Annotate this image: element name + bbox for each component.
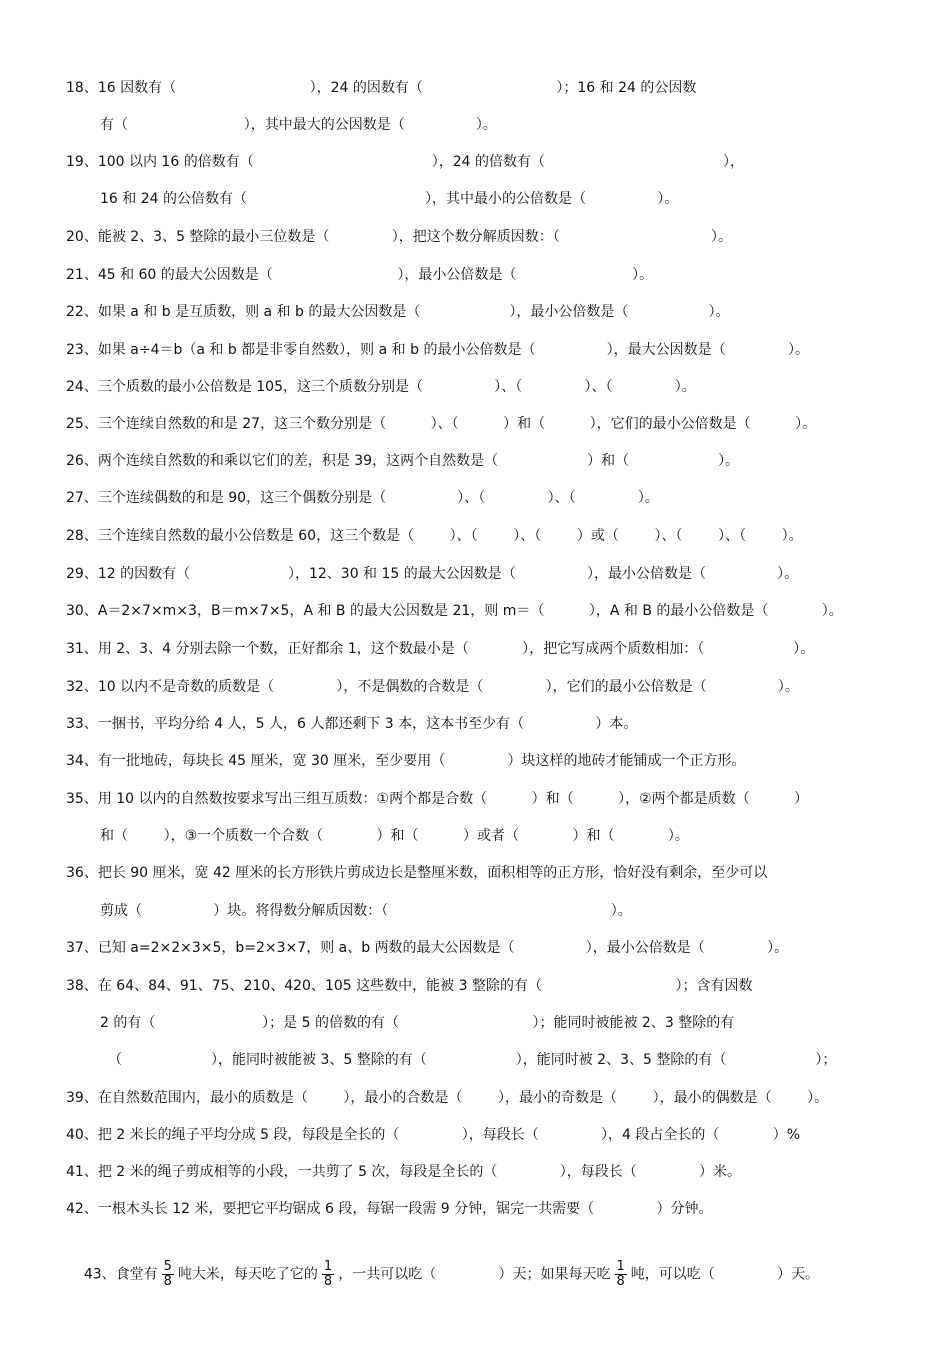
question-40: 40、把 2 米长的绳子平均分成 5 段，每段是全长的（ ），每段长（ ），4 段占全长的（ ）% [66, 1127, 801, 1143]
fraction-denominator: 8 [163, 1274, 172, 1289]
question-39: 39、在自然数范围内，最小的质数是（ ），最小的合数是（ ），最小的奇数是（ ），最小的偶数是（ ）。 [66, 1090, 829, 1106]
question-27: 27、三个连续偶数的和是 90，这三个偶数分别是（ ）、（ ）、（ ）。 [66, 490, 659, 506]
question-34: 34、有一批地砖，每块长 45 厘米，宽 30 厘米，至少要用（ ）块这样的地砖才能铺成一个正方形。 [66, 753, 746, 769]
question-38-line-3: （ ），能同时被能被 3、5 整除的有（ ），能同时被 2、3、5 整除的有（ ）； [108, 1052, 837, 1068]
question-31: 31、用 2、3、4 分别去除一个数，正好都余 1，这个数最小是（ ），把它写成两个质数相加：（ ）。 [66, 641, 815, 657]
question-26: 26、两个连续自然数的和乘以它们的差，积是 39，这两个自然数是（ ）和（ ）。 [66, 453, 740, 469]
fraction-one-eighth-daily [615, 1260, 627, 1289]
question-19-line-1: 19、100 以内 16 的倍数有（ ），24 的倍数有（ ）， [66, 154, 744, 170]
question-20: 20、能被 2、3、5 整除的最小三位数是（ ），把这个数分解质因数：（ ）。 [66, 229, 733, 245]
fraction-denominator: 8 [323, 1274, 333, 1289]
question-30: 30、A＝2×7×m×3，B＝m×7×5，A 和 B 的最大公因数是 21，则 m＝（ ），A 和 B 的最小公倍数是（ ）。 [66, 603, 843, 619]
question-18-line-1: 18、16 因数有（ ），24 的因数有（ ）；16 和 24 的公因数 [66, 80, 697, 96]
fraction-numerator: 5 [163, 1259, 172, 1274]
question-19-line-2: 16 和 24 的公倍数有（ ），其中最小的公倍数是（ ）。 [100, 191, 679, 207]
question-32: 32、10 以内不是奇数的质数是（ ），不是偶数的合数是（ ），它们的最小公倍数是（ ）。 [66, 679, 799, 695]
question-37: 37、已知 a=2×2×3×5，b=2×3×7，则 a、b 两数的最大公因数是（ ），最小公倍数是（ ）。 [66, 940, 789, 956]
fraction-one-eighth [322, 1260, 334, 1289]
question-18-line-2: 有（ ），其中最大的公因数是（ ）。 [100, 117, 497, 133]
question-38-line-2: 2 的有（ ）；是 5 的倍数的有（ ）；能同时被能被 2、3 整除的有 [100, 1015, 735, 1031]
fraction-numerator: 1 [616, 1259, 625, 1274]
question-22: 22、如果 a 和 b 是互质数，则 a 和 b 的最大公因数是（ ），最小公倍数是（ ）。 [66, 304, 730, 320]
question-35-line-2: 和（ ），③一个质数一个合数（ ）和（ ）或者（ ）和（ ）。 [100, 828, 689, 844]
fraction-numerator: 1 [323, 1259, 333, 1274]
question-29: 29、12 的因数有（ ），12、30 和 15 的最大公因数是（ ），最小公倍数是（ ）。 [66, 566, 799, 582]
question-24: 24、三个质数的最小公倍数是 105，这三个质数分别是（ ）、（ ）、（ ）。 [66, 379, 696, 395]
question-36-line-2: 剪成（ ）块。将得数分解质因数：（ ）。 [100, 903, 632, 919]
question-33: 33、一捆书，平均分给 4 人，5 人，6 人都还剩下 3 本，这本书至少有（ ）本。 [66, 716, 638, 732]
question-28: 28、三个连续自然数的最小公倍数是 60，这三个数是（ ）、（ ）、（ ）或（ ）、（ ）、（ ）。 [66, 528, 803, 544]
question-43-part-4: 吨，可以吃（ ）天。 [630, 1266, 820, 1283]
question-42: 42、一根木头长 12 米，要把它平均锯成 6 段，每锯一段需 9 分钟，锯完一共需要（ ）分钟。 [66, 1201, 713, 1217]
question-35-line-1: 35、用 10 以内的自然数按要求写出三组互质数：①两个都是合数（ ）和（ ），②两个都是质数（ ） [66, 791, 809, 807]
question-21: 21、45 和 60 的最大公因数是（ ），最小公倍数是（ ）。 [66, 267, 654, 283]
question-25: 25、三个连续自然数的和是 27，这三个数分别是（ ）、（ ）和（ ），它们的最小公倍数是（ ）。 [66, 416, 817, 432]
question-43 [66, 1240, 819, 1309]
question-36-line-1: 36、把长 90 厘米，宽 42 厘米的长方形铁片剪成边长是整厘米数，面积相等的正方形，恰好没有剩余，至少可以 [66, 865, 768, 881]
question-43-part-2: 吨大米，每天吃了它的 [177, 1266, 318, 1283]
question-23: 23、如果 a÷4＝b（a 和 b 都是非零自然数），则 a 和 b 的最小公倍数是（ ），最大公因数是（ ）。 [66, 342, 809, 358]
question-43-part-1: 43、食堂有 [83, 1266, 158, 1283]
question-38-line-1: 38、在 64、84、91、75、210、420、105 这些数中，能被 3 整除的有（ ）；含有因数 [66, 978, 753, 994]
fraction-denominator: 8 [616, 1274, 625, 1289]
question-41: 41、把 2 米的绳子剪成相等的小段，一共剪了 5 次，每段是全长的（ ），每段长（ ）米。 [66, 1164, 742, 1180]
question-43-part-3: ，一共可以吃（ ）天；如果每天吃 [338, 1266, 611, 1283]
fraction-five-eighths [162, 1260, 174, 1289]
